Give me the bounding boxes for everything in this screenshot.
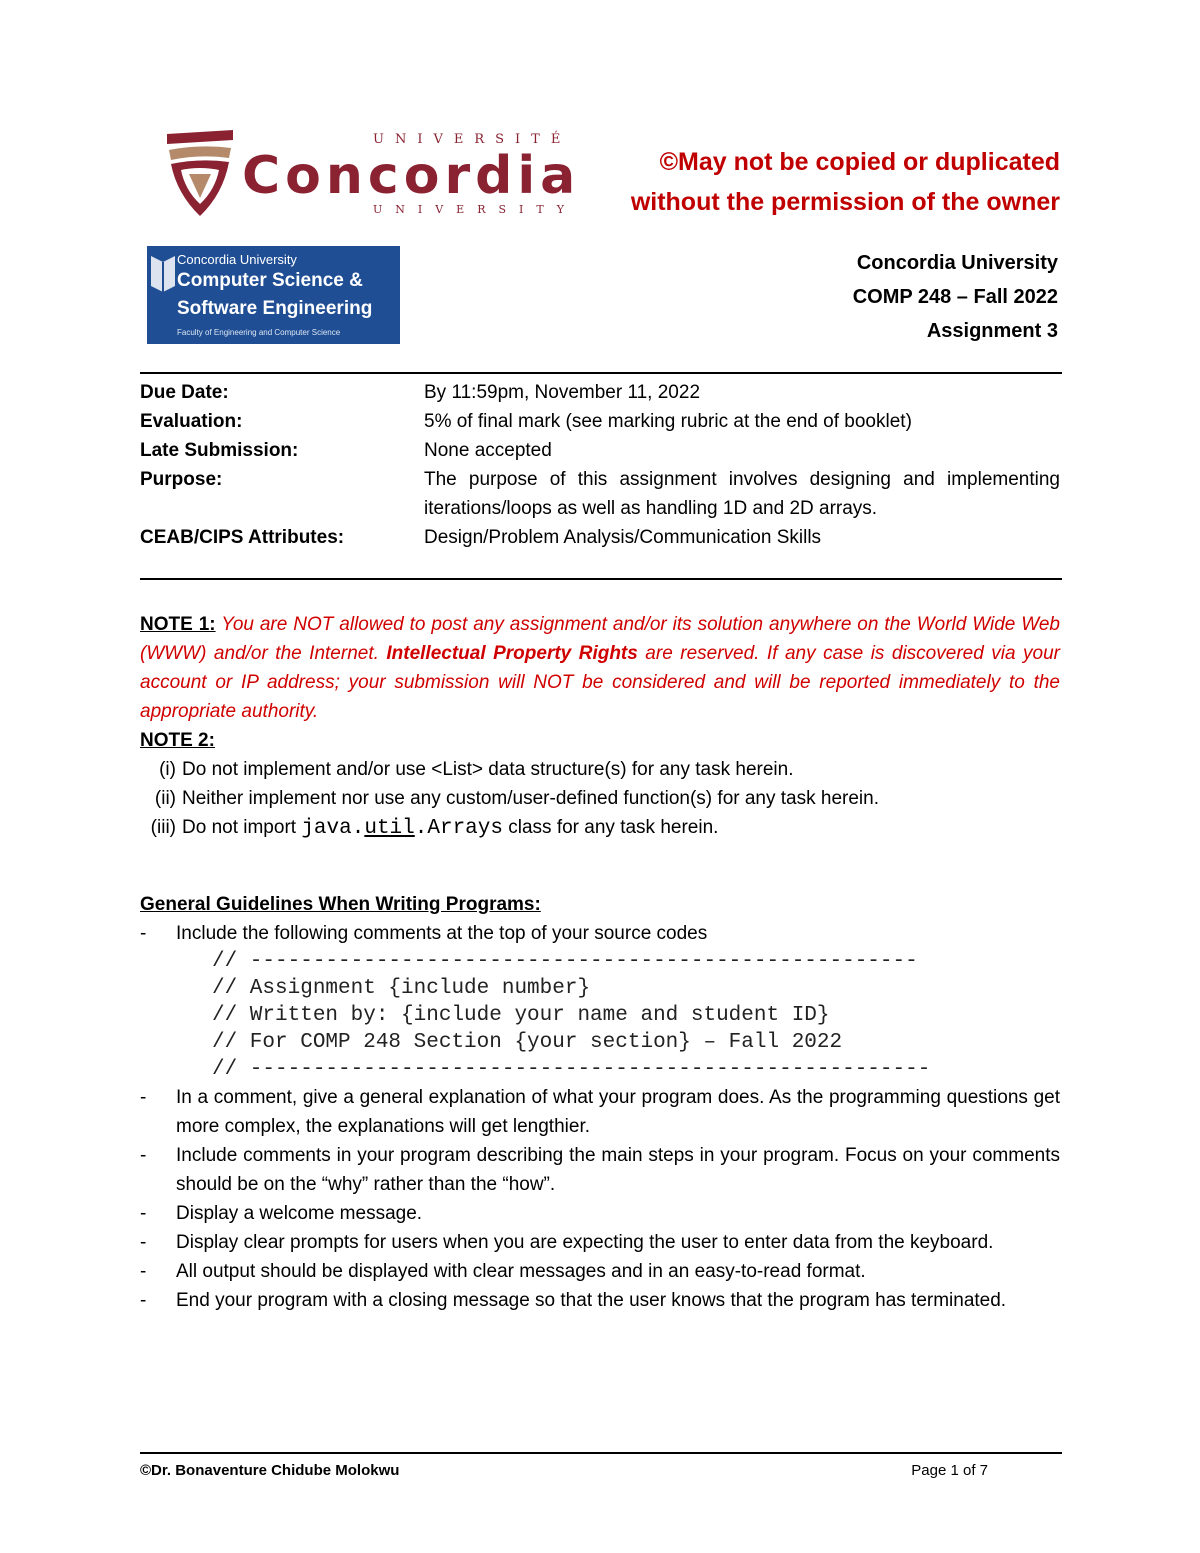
university-name: Concordia University [856, 252, 1058, 274]
copyright-line-1: ©May not be copied or duplicated [659, 148, 1060, 176]
guideline-dash: - [140, 1261, 147, 1282]
logo-text-bottom: UNIVERSITY [373, 203, 577, 216]
note-2-label: NOTE 2: [140, 730, 215, 751]
info-key: Late Submission: [140, 440, 299, 461]
note-2-item [140, 813, 1060, 843]
divider-info-bottom [140, 578, 1062, 580]
copyright-notice [580, 142, 1060, 222]
code-line: // Written by: {include your name and student ID} [212, 1004, 830, 1027]
note-1-label: NOTE 1: [140, 614, 216, 635]
note-2-item-3-post: class for any task herein. [502, 817, 719, 838]
note-2-item-num: (ii) [154, 788, 176, 809]
csse-logo [147, 246, 400, 344]
note-1 [140, 610, 1060, 726]
divider-top [140, 372, 1062, 374]
guideline-dash: - [140, 1087, 147, 1108]
concordia-crest-icon [165, 128, 235, 220]
title-block [658, 246, 1058, 348]
guideline-item [140, 919, 1060, 948]
book-icon [149, 252, 177, 292]
info-row [140, 407, 1060, 436]
logo-text-main: Concordia [242, 146, 581, 206]
info-value: None accepted [424, 440, 552, 461]
guidelines-section [140, 890, 1060, 1315]
csse-line-3: Software Engineering [177, 298, 373, 319]
guidelines-title: General Guidelines When Writing Programs: [140, 894, 541, 915]
guideline-text: In a comment, give a general explanation of what your program does. As the programming questions get more complex, the explanations will get lengthier. [176, 1087, 1060, 1137]
guideline-text: Include the following comments at the top of your source codes [176, 923, 708, 944]
note-2-item [140, 755, 1060, 784]
note-1-text-b: are reserved. If any case is discovered via your account or IP address; your submission will NOT be considered and will be reported immediately to the appropriate authority. [140, 643, 1060, 722]
info-value: The purpose of this assignment involves designing and implementing iterations/loops as well as handling 1D and 2D arrays. [424, 469, 1060, 519]
guideline-dash: - [140, 1203, 147, 1224]
guideline-item [140, 1286, 1060, 1315]
guideline-text: All output should be displayed with clear messages and in an easy-to-read format. [176, 1261, 866, 1282]
guideline-item [140, 1199, 1060, 1228]
note-2-item-text: Neither implement nor use any custom/user-defined function(s) for any task herein. [182, 788, 879, 809]
note-2-item-3-pre: Do not import [182, 817, 302, 838]
info-row [140, 465, 1060, 523]
guideline-dash: - [140, 1290, 147, 1311]
guideline-item [140, 1083, 1060, 1141]
guideline-item [140, 1228, 1060, 1257]
info-key: Evaluation: [140, 411, 243, 432]
note-2-item-num: (i) [159, 759, 176, 780]
assignment-title: Assignment 3 [926, 320, 1058, 342]
note-2-item-text [182, 813, 718, 843]
footer-author: ©Dr. Bonaventure Chidube Molokwu [140, 1462, 400, 1479]
guideline-dash: - [140, 1145, 147, 1166]
footer-page-number: Page 1 of 7 [911, 1462, 988, 1479]
info-value: 5% of final mark (see marking rubric at the end of booklet) [424, 411, 912, 432]
info-table [140, 378, 1060, 552]
csse-line-4: Faculty of Engineering and Computer Science [177, 328, 341, 337]
guideline-text: End your program with a closing message so that the user knows that the program has terminated. [176, 1290, 1007, 1311]
copyright-line-2: without the permission of the owner [630, 188, 1060, 216]
info-value: Design/Problem Analysis/Communication Skills [424, 527, 822, 548]
code-line: // ----------------------------------------------------- [212, 950, 918, 973]
guideline-item [140, 1141, 1060, 1199]
code-line: // For COMP 248 Section {your section} – Fall 2022 [212, 1031, 843, 1054]
note-1-text-bold: Intellectual Property Rights [386, 643, 638, 664]
guideline-dash: - [140, 1232, 147, 1253]
info-key: Purpose: [140, 469, 223, 490]
info-key: CEAB/CIPS Attributes: [140, 527, 345, 548]
info-row [140, 378, 1060, 407]
guideline-text: Include comments in your program describing the main steps in your program. Focus on your comments should be on the “why” rather than the “how”. [176, 1145, 1060, 1195]
csse-line-1: Concordia University [177, 252, 297, 267]
footer-divider [140, 1452, 1062, 1454]
note-2-item-text: Do not implement and/or use <List> data structure(s) for any task herein. [182, 759, 794, 780]
info-row [140, 523, 1060, 552]
note-2-item [140, 784, 1060, 813]
note-2-item-num: (iii) [150, 817, 176, 838]
note-2-item-3-code-2: util [364, 817, 415, 840]
info-row [140, 436, 1060, 465]
note-2-item-3-code-3: .Arrays [414, 817, 503, 840]
notes-section [140, 610, 1060, 843]
code-line: // ------------------------------------------------------ [212, 1058, 931, 1081]
note-1-text-a: You are NOT allowed to post any assignment and/or its solution anywhere on the World Wide Web (WWW) and/or the Internet. [140, 614, 1061, 664]
info-value: By 11:59pm, November 11, 2022 [424, 382, 701, 403]
code-line: // Assignment {include number} [212, 977, 591, 1000]
concordia-logo [165, 128, 581, 220]
guideline-text: Display a welcome message. [176, 1203, 423, 1224]
note-2-item-3-code-1: java. [301, 817, 365, 840]
info-key: Due Date: [140, 382, 229, 403]
guideline-text: Display clear prompts for users when you are expecting the user to enter data from the keyboard. [176, 1232, 994, 1253]
course-title: COMP 248 – Fall 2022 [852, 286, 1058, 308]
guideline-item [140, 1257, 1060, 1286]
logo-text-top: UNIVERSITÉ [373, 132, 572, 147]
csse-line-2: Computer Science & [177, 270, 363, 291]
guideline-dash: - [140, 923, 147, 944]
